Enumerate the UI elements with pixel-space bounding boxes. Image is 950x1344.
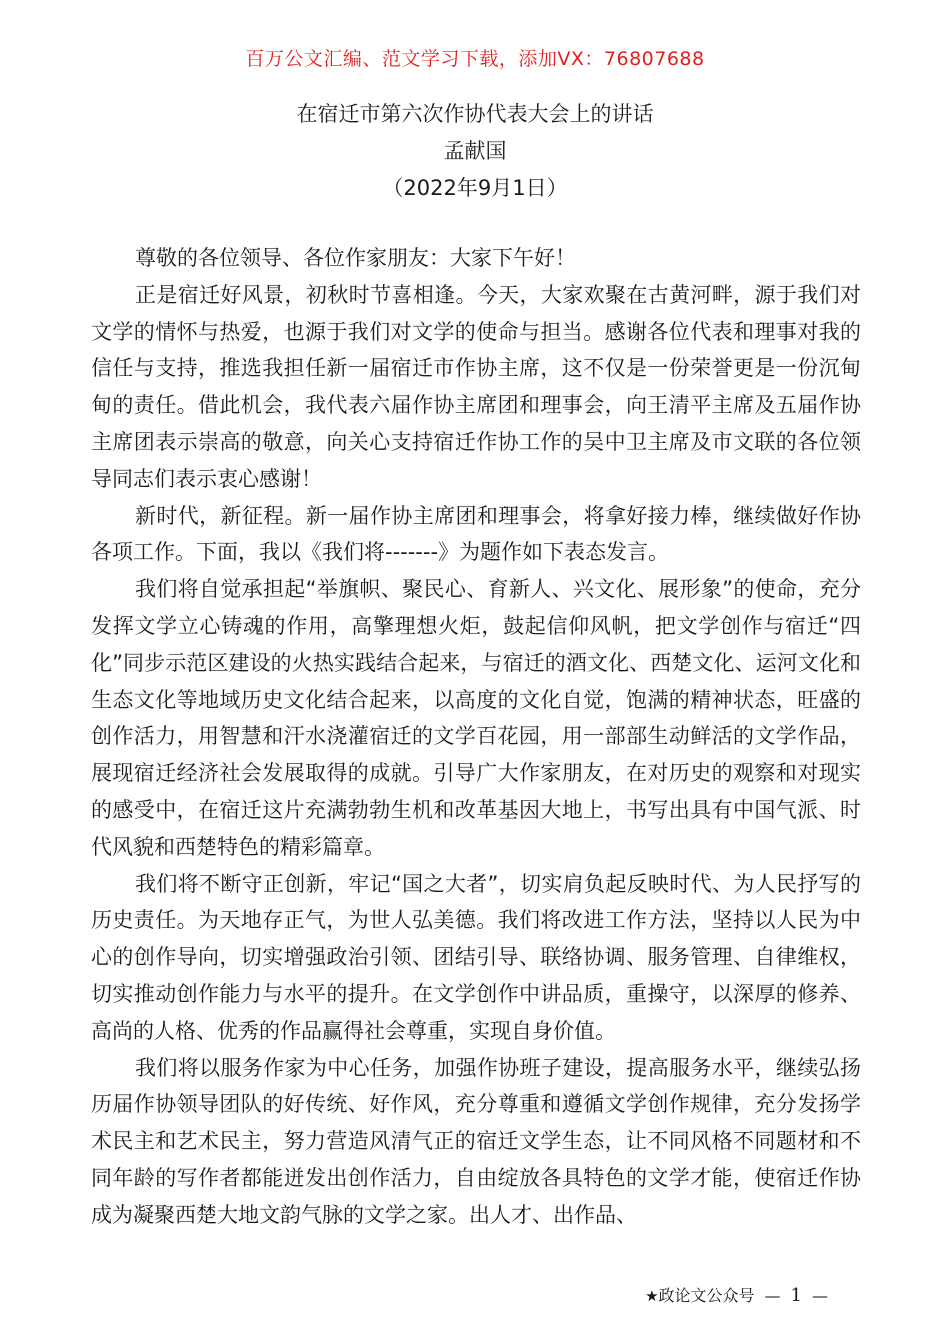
page-footer — [645, 1286, 838, 1306]
speech-date: （2022年9月1日） — [382, 176, 568, 200]
paragraph-new-era: 新时代，新征程。新一届作协主席团和理事会，将拿好接力棒，继续做好作协各项工作。下面，我以《我们将-------》为题作如下表态发言。 — [91, 503, 861, 565]
paragraph-opening: 正是宿迁好风景，初秋时节喜相逢。今天，大家欢聚在古黄河畔，源于我们对文学的情怀与热爱，也源于我们对文学的使命与担当。感谢各位代表和理事对我的信任与支持，推选我担任新一届宿迁市作协主席，这不仅是一份荣誉更是一份沉甸甸的责任。借此机会，我代表六届作协主席团和理事会，向王清平主席及五届作协主席团表示崇高的敬意，向关心支持宿迁作协工作的吴中卫主席及市文联的各位领导同志们表示衷心感谢！ — [91, 282, 861, 491]
paragraph-innovation: 我们将不断守正创新，牢记“国之大者”，切实肩负起反映时代、为人民抒写的历史责任。为天地存正气，为世人弘美德。我们将改进工作方法，坚持以人民为中心的创作导向，切实增强政治引领、团结引导、联络协调、服务管理、自律维权，切实推动创作能力与水平的提升。在文学创作中讲品质，重操守，以深厚的修养、高尚的人格、优秀的作品赢得社会尊重，实现自身价值。 — [91, 871, 861, 1043]
page-number: 1 — [790, 1285, 802, 1306]
speech-title: 在宿迁市第六次作协代表大会上的讲话 — [296, 102, 654, 126]
speech-header — [0, 96, 950, 207]
promo-banner: 百万公文汇编、范文学习下载，添加VX：76807688 — [245, 48, 705, 70]
footer-dash-left: — — [764, 1286, 781, 1305]
speech-author: 孟献国 — [443, 139, 507, 163]
footer-dash-right: — — [812, 1286, 828, 1305]
paragraph-greeting: 尊敬的各位领导、各位作家朋友：大家下午好！ — [135, 246, 576, 270]
speech-body — [91, 240, 861, 1234]
paragraph-mission: 我们将自觉承担起“举旗帜、聚民心、育新人、兴文化、展形象”的使命，充分发挥文学立心铸魂的作用，高擎理想火炬，鼓起信仰风帆，把文学创作与宿迁“四化”同步示范区建设的火热实践结合起来，与宿迁的酒文化、西楚文化、运河文化和生态文化等地域历史文化结合起来，以高度的文化自觉，饱满的精神状态，旺盛的创作活力，用智慧和汗水浇灌宿迁的文学百花园，用一部部生动鲜活的文学作品，展现宿迁经济社会发展取得的成就。引导广大作家朋友，在对历史的观察和对现实的感受中，在宿迁这片充满勃勃生机和改革基因大地上，书写出具有中国气派、时代风貌和西楚特色的精彩篇章。 — [91, 577, 861, 859]
footer-source: 政论文公众号 — [658, 1286, 755, 1305]
star-icon: ★ — [645, 1287, 659, 1305]
paragraph-service: 我们将以服务作家为中心任务，加强作协班子建设，提高服务水平，继续弘扬历届作协领导团队的好传统、好作风，充分尊重和遵循文学创作规律，充分发扬学术民主和艺术民主，努力营造风清气正的宿迁文学生态，让不同风格不同题材和不同年龄的写作者都能迸发出创作活力，自由绽放各具特色的文学才能，使宿迁作协成为凝聚西楚大地文韵气脉的文学之家。出人才、出作品、 — [91, 1055, 861, 1227]
